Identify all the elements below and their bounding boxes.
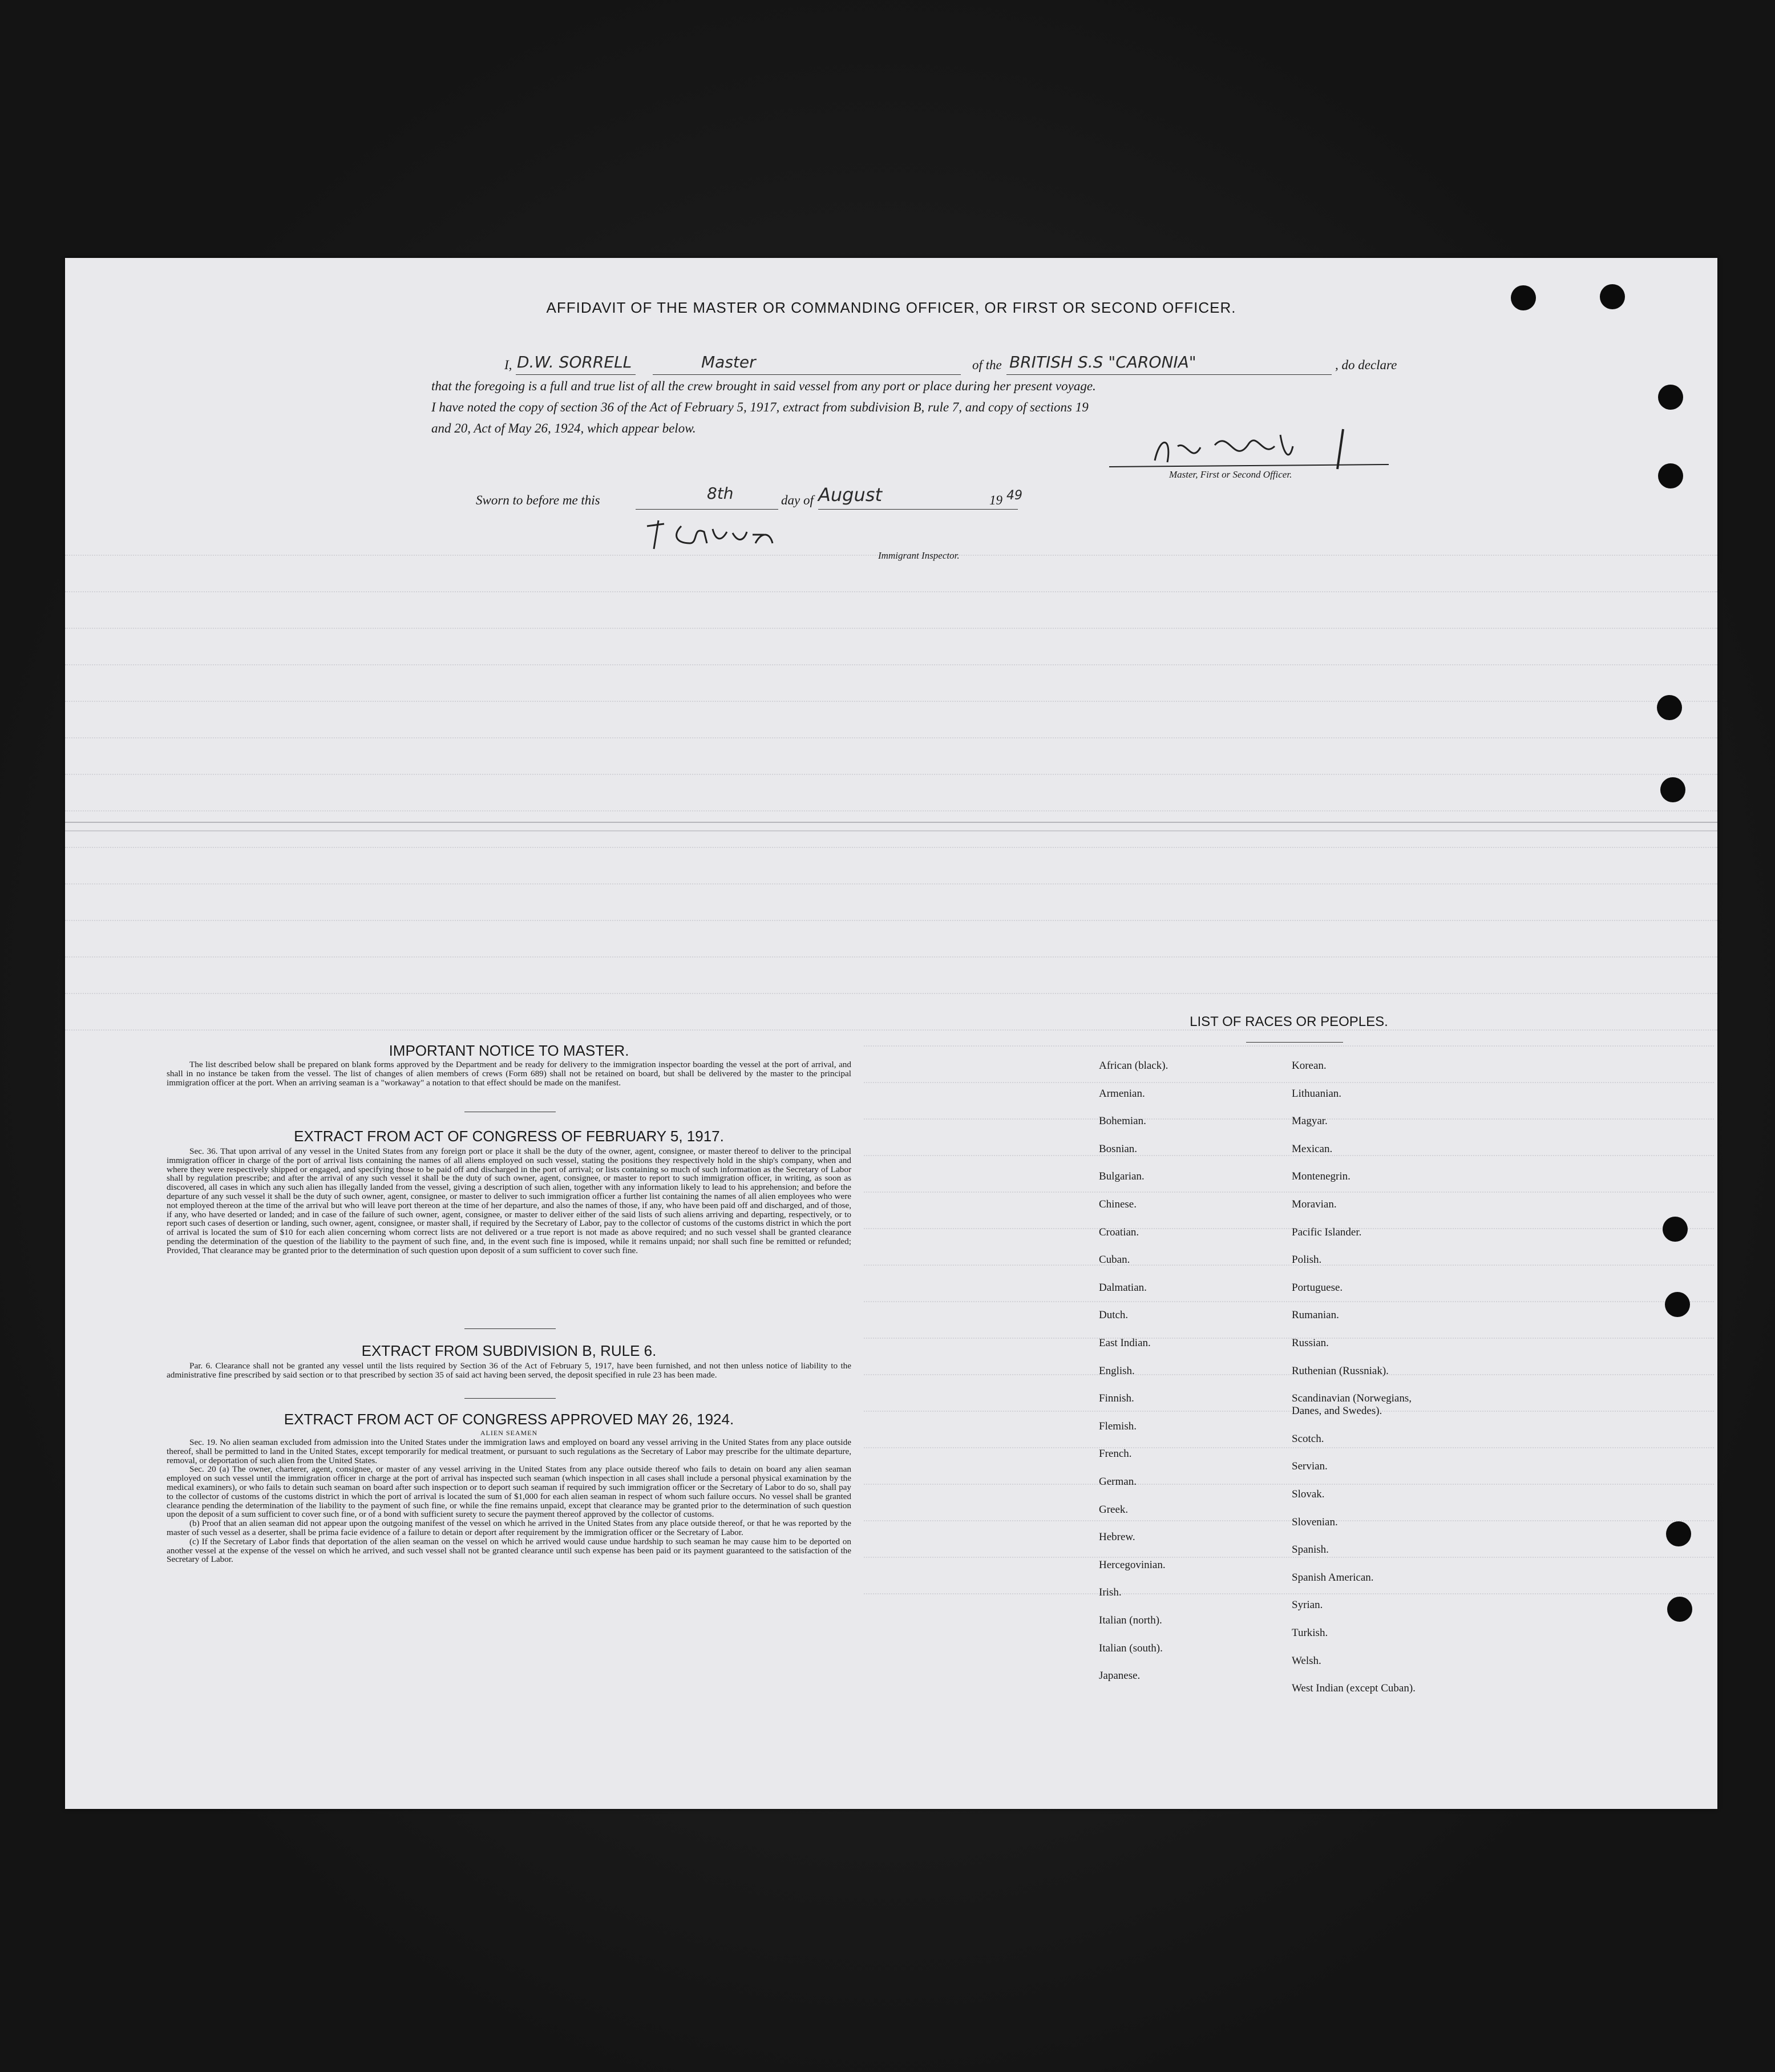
race-item: Lithuanian. <box>1292 1087 1342 1100</box>
race-item: Welsh. <box>1292 1654 1321 1667</box>
subdivision-text: Par. 6. Clearance shall not be granted any vessel until the lists required by Section 36 of the Act of February 5, 1917, have been furnished, and not then unless notice of liability to the administrative fine prescribed by said section or to that prescribed by section 35 of said act having been served, the deposit specified in rule 23 has been made. <box>167 1361 851 1380</box>
sworn-year-handwritten: 49 <box>1006 488 1022 503</box>
bleed-through-row <box>864 1265 1714 1274</box>
race-item: Portuguese. <box>1292 1281 1343 1294</box>
race-item: Croatian. <box>1099 1226 1139 1238</box>
alien-seamen-subhead: ALIEN SEAMEN <box>480 1429 538 1437</box>
race-item: Mexican. <box>1292 1142 1333 1155</box>
bleed-through-row <box>65 847 1717 856</box>
race-item: Dutch. <box>1099 1309 1129 1322</box>
race-item: Chinese. <box>1099 1198 1137 1210</box>
punch-hole <box>1663 1217 1688 1242</box>
race-item: Cuban. <box>1099 1254 1130 1266</box>
name-underline <box>516 374 636 375</box>
race-item: Montenegrin. <box>1292 1170 1351 1183</box>
race-item: Finnish. <box>1099 1392 1134 1405</box>
bleed-through-row <box>65 701 1717 710</box>
race-item: Flemish. <box>1099 1420 1137 1432</box>
affidavit-i: I, <box>504 358 512 372</box>
race-item: Ruthenian (Russniak). <box>1292 1364 1389 1377</box>
bleed-through-row <box>65 628 1717 637</box>
race-item: French. <box>1099 1448 1132 1460</box>
signature-caption: Master, First or Second Officer. <box>1169 469 1292 480</box>
affidavit-line-3: I have noted the copy of section 36 of the Act of February 5, 1917, extract from subdivision B, rule 7, and copy of sections 19 <box>431 400 1089 414</box>
act-1924-title: EXTRACT FROM ACT OF CONGRESS APPROVED MAY 26, 1924. <box>284 1411 734 1428</box>
race-item: Greek. <box>1099 1503 1129 1516</box>
bleed-through-row <box>864 1338 1714 1347</box>
race-item: Rumanian. <box>1292 1309 1339 1322</box>
punch-hole <box>1658 385 1683 410</box>
fold-crease <box>65 822 1717 823</box>
race-item: Servian. <box>1292 1460 1328 1473</box>
race-item: Spanish. <box>1292 1544 1329 1556</box>
races-title: LIST OF RACES OR PEOPLES. <box>1190 1014 1388 1029</box>
bleed-through-row <box>864 1484 1714 1493</box>
race-item: Hercegovinian. <box>1099 1558 1166 1571</box>
bleed-through-row <box>864 1228 1714 1237</box>
bleed-through-row <box>65 993 1717 1002</box>
bleed-through-row <box>65 664 1717 673</box>
act-1924-paragraph: (b) Proof that an alien seaman did not appear upon the outgoing manifest of the vessel on which he arrived in the United States from any place outside thereof, or that he was reported by the master of such vessel as a deserter, shall be prima facie evidence of a failure to detain or deport after requirement by the immigration officer or the Secretary of Labor. <box>167 1518 851 1537</box>
divider <box>464 1328 556 1329</box>
race-item: Turkish. <box>1292 1627 1328 1639</box>
master-name-handwritten: D.W. SORRELL <box>517 353 632 371</box>
race-item: Bohemian. <box>1099 1115 1146 1128</box>
bleed-through-row <box>864 1520 1714 1529</box>
bleed-through-row <box>65 883 1717 892</box>
bleed-through-row <box>864 1118 1714 1128</box>
affidavit-line-2: that the foregoing is a full and true list of all the crew brought in said vessel from any port or place during her present voyage. <box>431 379 1096 393</box>
race-item: Polish. <box>1292 1254 1322 1266</box>
bleed-through-row <box>864 1082 1714 1091</box>
race-item: German. <box>1099 1476 1137 1488</box>
race-item: African (black). <box>1099 1060 1168 1072</box>
affidavit-of-the: of the <box>972 358 1002 372</box>
race-item: Danes, and Swedes). <box>1292 1405 1382 1417</box>
notice-title: IMPORTANT NOTICE TO MASTER. <box>389 1042 629 1059</box>
race-item: Slovenian. <box>1292 1516 1338 1528</box>
punch-hole <box>1660 777 1685 802</box>
fold-crease <box>65 830 1717 831</box>
race-item: Italian (north). <box>1099 1614 1162 1626</box>
inspector-signature <box>641 509 790 555</box>
race-item: Slovak. <box>1292 1488 1325 1500</box>
bleed-through-row <box>864 1301 1714 1310</box>
vessel-handwritten: BRITISH S.S "CARONIA" <box>1009 353 1196 371</box>
sworn-month-handwritten: August <box>818 484 882 506</box>
rank-handwritten: Master <box>701 353 756 371</box>
punch-hole <box>1666 1521 1691 1546</box>
act-1924-text <box>167 1438 851 1564</box>
race-item: Japanese. <box>1099 1670 1141 1682</box>
race-item: Scandinavian (Norwegians, <box>1292 1392 1412 1405</box>
bleed-through-row <box>864 1155 1714 1164</box>
month-underline <box>818 509 1018 510</box>
bleed-through-row <box>864 1411 1714 1420</box>
race-item: Bulgarian. <box>1099 1170 1145 1183</box>
race-item: Italian (south). <box>1099 1642 1163 1654</box>
affidavit-line-4: and 20, Act of May 26, 1924, which appear below. <box>431 421 696 435</box>
divider <box>1246 1042 1343 1043</box>
sworn-day-of: day of <box>781 493 814 507</box>
bleed-through-row <box>65 956 1717 966</box>
sworn-year-prefix: 19 <box>989 493 1002 507</box>
punch-hole <box>1665 1292 1690 1317</box>
bleed-through-row <box>65 774 1717 783</box>
punch-hole <box>1667 1597 1692 1622</box>
rank-underline <box>653 374 961 375</box>
divider <box>464 1398 556 1399</box>
punch-hole <box>1658 463 1683 488</box>
race-item: Korean. <box>1292 1060 1327 1072</box>
race-item: Scotch. <box>1292 1432 1324 1445</box>
affidavit-title: AFFIDAVIT OF THE MASTER OR COMMANDING OFFICER, OR FIRST OR SECOND OFFICER. <box>546 299 1236 316</box>
act-1924-paragraph: (c) If the Secretary of Labor finds that deportation of the alien seaman on the vessel on which he arrived would cause undue hardship to such seaman he may cause him to be deported on another vessel at the expense of the vessel on which he arrived, and such vessel shall not be granted clearance until such expense has been paid or its payment guaranteed to the satisfaction of the Secretary of Labor. <box>167 1536 851 1565</box>
race-item: East Indian. <box>1099 1337 1151 1349</box>
race-item: Bosnian. <box>1099 1142 1138 1155</box>
race-item: Russian. <box>1292 1337 1329 1349</box>
act-1917-text: Sec. 36. That upon arrival of any vessel in the United States from any foreign port or place it shall be the duty of the owner, agent, consignee, or master thereof to deliver to the principal immigration officer in charge of the port of arrival lists containing the names of all aliens employed on such vessel, stating the positions they respectively hold in the ship's company, when and where they were respectively shipped or engaged, and specifying those to be paid off and discharged in the port of arrival; or lists containing so much of such information as the Secretary of Labor shall by regulation prescribe; and after the arrival of any such vessel it shall be the duty of such owner, agent, consignee, or master to report to such immigration officer, in writing, as soon as discovered, all cases in which any such alien has illegally landed from the vessel, giving a description of such alien, together with any information likely to lead to his apprehension; and before the departure of any such vessel it shall be the duty of such owner, agent, consignee, or master to deliver to such immigration officer a further list containing the names of all alien employees who were not employed thereon at the time of the arrival but who will leave port thereon at the time of her departure, and also the names of those, if any, who have been paid off and discharged, and of those, if any, who have deserted or landed; and in case of the failure of such owner, agent, consignee, or master to deliver either of the said lists of such aliens arriving and departing, respectively, or to report such cases of desertion or landing, such owner, agent, consignee, or master shall, if required by the Secretary of Labor, pay to the collector of customs of the customs district in which the port of arrival is located the sum of $10 for each alien concerning whom correct lists are not delivered or a true report is not made as above required; and no such vessel shall be granted clearance pending the determination of the question of the liability to the payment of such fine, and, in the event such fine is imposed, while it remains unpaid; nor shall such fine be remitted or refunded; Provided, That clearance may be granted prior to the determination of such question upon deposit of a sum sufficient to cover such fine. <box>167 1146 851 1255</box>
act-1924-paragraph: Sec. 19. No alien seaman excluded from admission into the United States under the immigration laws and employed on board any vessel arriving in the United States from any place outside thereof, shall be permitted to land in the United States, except temporarily for medical treatment, or pursuant to such regulations as the Secretary of Labor may prescribe for the ultimate departure, removal, or deportation of such alien from the United States. <box>167 1437 851 1465</box>
race-item: Armenian. <box>1099 1087 1145 1100</box>
race-item: Irish. <box>1099 1586 1122 1599</box>
race-item: Dalmatian. <box>1099 1281 1147 1294</box>
race-item: English. <box>1099 1364 1135 1377</box>
punch-hole <box>1657 695 1682 720</box>
bleed-through-row <box>65 810 1717 819</box>
bleed-through-row <box>864 1557 1714 1566</box>
act-1924-paragraph: Sec. 20 (a) The owner, charterer, agent, consignee, or master of any vessel arriving in the United States from any place outside thereof who fails to detain on board any alien seaman employed on such vessel until the immigration officer in charge at the port of arrival has inspected such seaman (which inspection in all cases shall include a personal physical examination by the medical examiners), or who fails to detain such seaman on board after such inspection or to deport such seaman if required by such immigration officer or the Secretary of Labor to do so, shall pay to the collector of customs of the customs district in which the port of arrival is located the sum of $1,000 for each alien seaman in respect of whom such failure occurs. No vessel shall be granted clearance pending the determination of the liability to the payment of such fine, or while the fine remains unpaid, except that clearance may be granted prior to the determination of such question upon the deposit of a sum sufficient to cover such fine, or of a bond with sufficient surety to secure the payment thereof approved by the collector of customs. <box>167 1464 851 1520</box>
bleed-through-row <box>65 591 1717 600</box>
affidavit-declare: , do declare <box>1335 358 1397 372</box>
act-1917-title: EXTRACT FROM ACT OF CONGRESS OF FEBRUARY 5, 1917. <box>294 1128 724 1145</box>
sworn-day-handwritten: 8th <box>707 484 734 503</box>
sworn-text: Sworn to before me this <box>476 493 600 507</box>
race-item: Spanish American. <box>1292 1571 1374 1584</box>
vessel-underline <box>1006 374 1332 375</box>
race-item: Pacific Islander. <box>1292 1226 1362 1238</box>
bleed-through-row <box>864 1447 1714 1456</box>
race-item: Hebrew. <box>1099 1531 1135 1544</box>
race-item: Moravian. <box>1292 1198 1337 1210</box>
race-item: Syrian. <box>1292 1599 1323 1611</box>
bleed-through-row <box>864 1045 1714 1055</box>
race-item: Magyar. <box>1292 1115 1328 1128</box>
notice-text: The list described below shall be prepared on blank forms approved by the Department and be ready for delivery to the immigration inspector boarding the vessel at the port of arrival, and shall in no instance be taken from the vessel. The list of changes of alien members of crews (Form 689) shall not be retained on board, but shall be delivered by the master to the principal immigration officer at the port. When an arriving seaman is a "workaway" a notation to that effect should be made on the manifest. <box>167 1060 851 1088</box>
bleed-through-row <box>864 1593 1714 1602</box>
inspector-caption: Immigrant Inspector. <box>878 550 960 561</box>
race-item: West Indian (except Cuban). <box>1292 1682 1416 1695</box>
bleed-through-row <box>65 1029 1717 1039</box>
bleed-through-row <box>65 737 1717 746</box>
bleed-through-row <box>864 1374 1714 1383</box>
subdivision-title: EXTRACT FROM SUBDIVISION B, RULE 6. <box>361 1342 657 1359</box>
bleed-through-row <box>864 1191 1714 1201</box>
document-page <box>65 258 1717 1809</box>
bleed-through-row <box>65 920 1717 929</box>
